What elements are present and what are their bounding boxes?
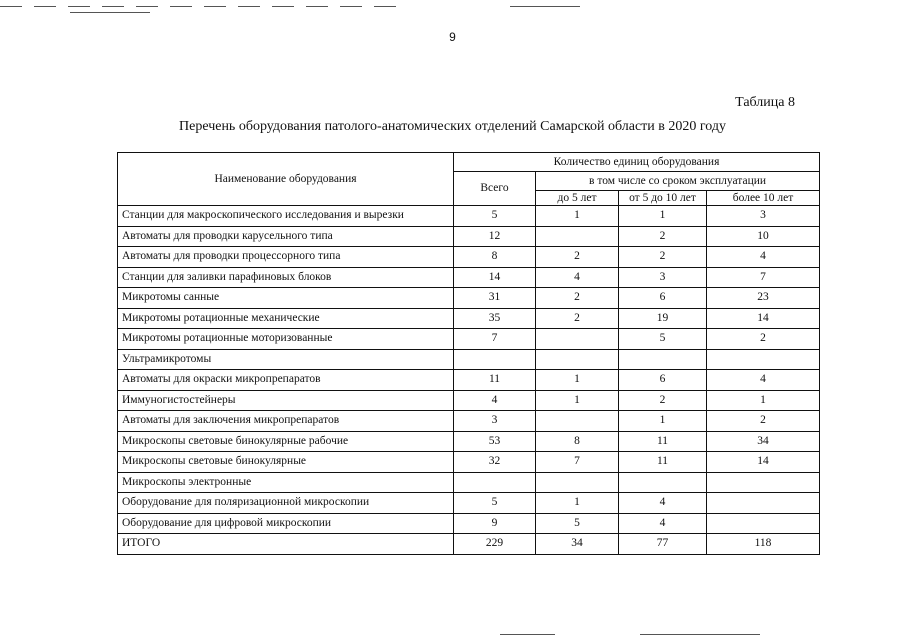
cell-over-10: 34 bbox=[707, 431, 820, 452]
cell-from-5-to-10: 6 bbox=[619, 288, 707, 309]
cell-over-10: 14 bbox=[707, 452, 820, 473]
cell-over-10: 3 bbox=[707, 206, 820, 227]
cell-total: 11 bbox=[454, 370, 536, 391]
cell-up-to-5 bbox=[536, 226, 619, 247]
cell-over-10 bbox=[707, 349, 820, 370]
cell-from-5-to-10: 11 bbox=[619, 431, 707, 452]
header-including: в том числе со сроком эксплуатации bbox=[536, 172, 820, 191]
cell-from-5-to-10: 2 bbox=[619, 226, 707, 247]
table-row bbox=[118, 247, 820, 268]
table-row bbox=[118, 472, 820, 493]
table-row bbox=[118, 390, 820, 411]
cell-from-5-to-10: 2 bbox=[619, 390, 707, 411]
cell-up-to-5 bbox=[536, 411, 619, 432]
table-label: Таблица 8 bbox=[735, 95, 795, 110]
header-over-10: более 10 лет bbox=[707, 191, 820, 206]
cell-name: Автоматы для проводки процессорного типа bbox=[118, 247, 454, 268]
cell-over-10 bbox=[707, 472, 820, 493]
cell-over-10: 14 bbox=[707, 308, 820, 329]
table-row bbox=[118, 431, 820, 452]
cell-over-10: 1 bbox=[707, 390, 820, 411]
cell-from-5-to-10 bbox=[619, 472, 707, 493]
cell-over-10: 2 bbox=[707, 329, 820, 350]
cell-total: 5 bbox=[454, 493, 536, 514]
cell-name: Автоматы для заключения микропрепаратов bbox=[118, 411, 454, 432]
cell-up-to-5 bbox=[536, 349, 619, 370]
table-row bbox=[118, 329, 820, 350]
cell-total: 229 bbox=[454, 534, 536, 555]
cell-total: 8 bbox=[454, 247, 536, 268]
cell-over-10: 7 bbox=[707, 267, 820, 288]
cell-name: Автоматы для окраски микропрепаратов bbox=[118, 370, 454, 391]
cell-up-to-5: 8 bbox=[536, 431, 619, 452]
page-number: 9 bbox=[449, 30, 456, 44]
cell-total: 7 bbox=[454, 329, 536, 350]
cell-up-to-5: 1 bbox=[536, 493, 619, 514]
cell-from-5-to-10: 77 bbox=[619, 534, 707, 555]
cell-from-5-to-10: 4 bbox=[619, 513, 707, 534]
table-row bbox=[118, 370, 820, 391]
cell-name: Станции для заливки парафиновых блоков bbox=[118, 267, 454, 288]
cell-total bbox=[454, 472, 536, 493]
cell-name: Микроскопы электронные bbox=[118, 472, 454, 493]
cell-name: Оборудование для поляризационной микроскопии bbox=[118, 493, 454, 514]
cell-up-to-5: 2 bbox=[536, 308, 619, 329]
cell-name: Ультрамикротомы bbox=[118, 349, 454, 370]
cell-total: 4 bbox=[454, 390, 536, 411]
cell-total: 32 bbox=[454, 452, 536, 473]
cell-total: 53 bbox=[454, 431, 536, 452]
cell-from-5-to-10: 1 bbox=[619, 206, 707, 227]
cell-over-10: 10 bbox=[707, 226, 820, 247]
table-row bbox=[118, 513, 820, 534]
table-row bbox=[118, 493, 820, 514]
table-header bbox=[118, 153, 820, 206]
cell-over-10: 2 bbox=[707, 411, 820, 432]
table-row bbox=[118, 534, 820, 555]
table-row bbox=[118, 452, 820, 473]
scan-artifact-top-left bbox=[70, 12, 150, 13]
cell-up-to-5 bbox=[536, 329, 619, 350]
header-up-to-5: до 5 лет bbox=[536, 191, 619, 206]
equipment-table bbox=[117, 152, 820, 555]
cell-name: ИТОГО bbox=[118, 534, 454, 555]
cell-from-5-to-10: 1 bbox=[619, 411, 707, 432]
cell-up-to-5: 34 bbox=[536, 534, 619, 555]
cell-from-5-to-10: 6 bbox=[619, 370, 707, 391]
scan-artifact-top bbox=[0, 6, 400, 7]
cell-total: 35 bbox=[454, 308, 536, 329]
cell-name: Микроскопы световые бинокулярные bbox=[118, 452, 454, 473]
cell-name: Станции для макроскопического исследования и вырезки bbox=[118, 206, 454, 227]
cell-up-to-5: 7 bbox=[536, 452, 619, 473]
cell-from-5-to-10: 3 bbox=[619, 267, 707, 288]
cell-from-5-to-10: 11 bbox=[619, 452, 707, 473]
cell-over-10: 4 bbox=[707, 247, 820, 268]
cell-over-10: 118 bbox=[707, 534, 820, 555]
cell-over-10 bbox=[707, 493, 820, 514]
cell-total: 9 bbox=[454, 513, 536, 534]
cell-name: Микротомы ротационные механические bbox=[118, 308, 454, 329]
cell-name: Автоматы для проводки карусельного типа bbox=[118, 226, 454, 247]
cell-total: 31 bbox=[454, 288, 536, 309]
scan-artifact-bottom bbox=[500, 634, 555, 635]
table-title: Перечень оборудования патолого-анатомических отделений Самарской области в 2020 году bbox=[179, 119, 726, 134]
cell-up-to-5: 4 bbox=[536, 267, 619, 288]
cell-name: Иммуногистостейнеры bbox=[118, 390, 454, 411]
cell-over-10 bbox=[707, 513, 820, 534]
header-total: Всего bbox=[454, 172, 536, 206]
cell-up-to-5: 1 bbox=[536, 370, 619, 391]
scan-artifact-bottom-right bbox=[640, 634, 760, 635]
table-row bbox=[118, 308, 820, 329]
header-quantity: Количество единиц оборудования bbox=[454, 153, 820, 172]
cell-over-10: 23 bbox=[707, 288, 820, 309]
cell-from-5-to-10 bbox=[619, 349, 707, 370]
table-row bbox=[118, 288, 820, 309]
cell-total: 5 bbox=[454, 206, 536, 227]
cell-name: Микротомы санные bbox=[118, 288, 454, 309]
table-row bbox=[118, 267, 820, 288]
cell-up-to-5: 5 bbox=[536, 513, 619, 534]
cell-name: Микроскопы световые бинокулярные рабочие bbox=[118, 431, 454, 452]
cell-from-5-to-10: 4 bbox=[619, 493, 707, 514]
cell-name: Оборудование для цифровой микроскопии bbox=[118, 513, 454, 534]
cell-from-5-to-10: 2 bbox=[619, 247, 707, 268]
cell-up-to-5: 2 bbox=[536, 288, 619, 309]
cell-total: 14 bbox=[454, 267, 536, 288]
cell-from-5-to-10: 19 bbox=[619, 308, 707, 329]
cell-up-to-5: 2 bbox=[536, 247, 619, 268]
cell-over-10: 4 bbox=[707, 370, 820, 391]
scan-artifact-top-right bbox=[510, 6, 580, 7]
header-name: Наименование оборудования bbox=[118, 153, 454, 206]
cell-name: Микротомы ротационные моторизованные bbox=[118, 329, 454, 350]
cell-total: 12 bbox=[454, 226, 536, 247]
table-body bbox=[118, 206, 820, 555]
header-from-5-to-10: от 5 до 10 лет bbox=[619, 191, 707, 206]
table-row bbox=[118, 411, 820, 432]
cell-total bbox=[454, 349, 536, 370]
cell-up-to-5: 1 bbox=[536, 206, 619, 227]
cell-up-to-5: 1 bbox=[536, 390, 619, 411]
table-row bbox=[118, 206, 820, 227]
cell-total: 3 bbox=[454, 411, 536, 432]
table-row bbox=[118, 349, 820, 370]
cell-from-5-to-10: 5 bbox=[619, 329, 707, 350]
cell-up-to-5 bbox=[536, 472, 619, 493]
table-row bbox=[118, 226, 820, 247]
